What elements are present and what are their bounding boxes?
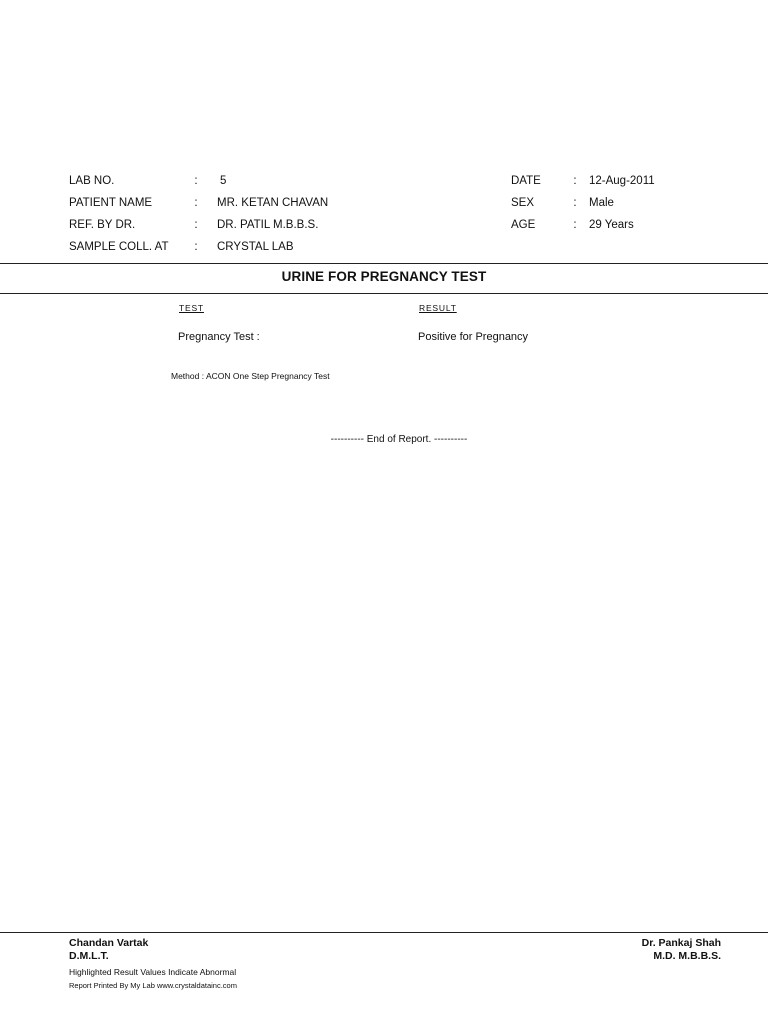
date-label: DATE <box>511 175 541 187</box>
date-colon: : <box>573 175 577 187</box>
signatory-right-qualification: M.D. M.B.B.S. <box>653 950 721 962</box>
sample-coll-colon: : <box>194 241 198 253</box>
ref-by-label: REF. BY DR. <box>69 219 136 231</box>
sample-coll-label: SAMPLE COLL. AT <box>69 241 169 253</box>
sex-value: Male <box>589 197 614 209</box>
signatory-right-name: Dr. Pankaj Shah <box>641 937 721 949</box>
printed-by-note: Report Printed By My Lab www.crystaldatainc.com <box>69 981 237 990</box>
test-method: Method : ACON One Step Pregnancy Test <box>171 371 330 381</box>
ref-by-value: DR. PATIL M.B.B.S. <box>217 219 319 231</box>
abnormal-note: Highlighted Result Values Indicate Abnormal <box>69 967 237 977</box>
age-value: 29 Years <box>589 219 634 231</box>
signatory-left-qualification: D.M.L.T. <box>69 950 109 962</box>
report-title: URINE FOR PREGNANCY TEST <box>281 269 487 284</box>
ref-by-colon: : <box>194 219 198 231</box>
column-header-test: TEST <box>179 303 204 313</box>
lab-no-colon: : <box>194 175 198 187</box>
age-colon: : <box>573 219 577 231</box>
date-value: 12-Aug-2011 <box>589 175 655 187</box>
patient-name-value: MR. KETAN CHAVAN <box>217 197 329 209</box>
patient-name-colon: : <box>194 197 198 209</box>
sex-label: SEX <box>511 197 535 209</box>
test-result: Positive for Pregnancy <box>418 331 529 343</box>
sex-colon: : <box>573 197 577 209</box>
column-header-result: RESULT <box>419 303 457 313</box>
end-of-report: ---------- End of Report. ---------- <box>330 434 468 445</box>
footer-rule <box>0 932 768 933</box>
signatory-left-name: Chandan Vartak <box>69 937 149 949</box>
sample-coll-value: CRYSTAL LAB <box>217 241 294 253</box>
age-label: AGE <box>511 219 536 231</box>
patient-name-label: PATIENT NAME <box>69 197 153 209</box>
header-bottom-rule <box>0 293 768 294</box>
lab-no-value: 5 <box>220 175 227 187</box>
test-name: Pregnancy Test : <box>178 331 260 343</box>
lab-no-label: LAB NO. <box>69 175 115 187</box>
header-top-rule <box>0 263 768 264</box>
